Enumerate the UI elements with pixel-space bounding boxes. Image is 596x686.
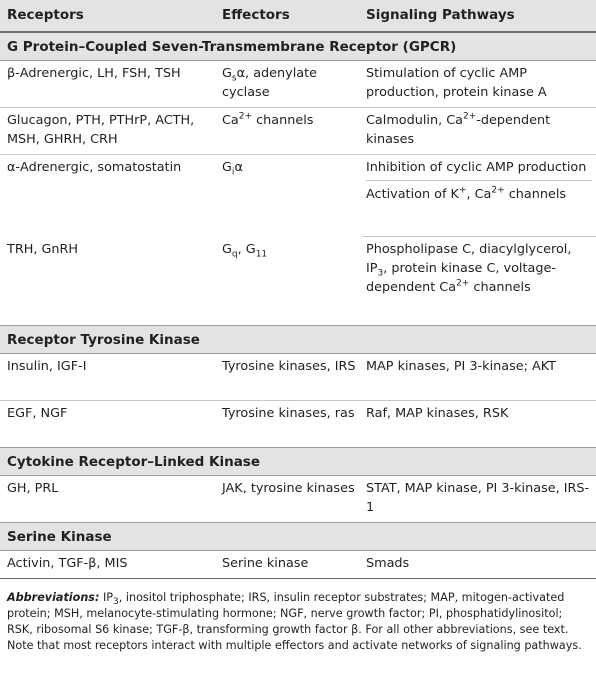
effectors-cell: Tyrosine kinases, IRS xyxy=(222,359,356,374)
abbreviations-label: Abbreviations: xyxy=(7,591,100,604)
receptors-cell: β-Adrenergic, LH, FSH, TSH xyxy=(7,66,181,81)
effectors-cell: $Ca^{2+}$ channels xyxy=(222,111,314,128)
table-row xyxy=(0,155,596,236)
receptors-cell: EGF, NGF xyxy=(7,406,68,421)
table-row xyxy=(0,401,596,447)
receptors-cell: Glucagon, PTH, PTHrP, ACTH, MSH, GHRH, CRH xyxy=(7,113,195,147)
section-cytokine-receptor-linked-kinase: Cytokine Receptor–Linked Kinase xyxy=(0,447,596,476)
table-row xyxy=(0,61,596,108)
header-signaling-pathways: Signaling Pathways xyxy=(366,7,515,23)
header-effectors: Effectors xyxy=(222,7,290,23)
pathways-cell: Smads xyxy=(366,556,410,571)
abbreviations-footnote: Abbreviations: $IP_3$, inositol triphosphate; IRS, insulin receptor substrates; MAP, mitogen-activated protein; MSH, melanocyte-stimulating hormone; NGF, nerve growth factor; PI, phosphatidylinositol; RSK, ribosomal S6 kinase; TGF-β, transforming growth factor β. For all other abbreviations, see text. Note that most receptors interact with multiple effectors and activate networks of signaling pathways. xyxy=(7,591,582,652)
pathways-cell: Phospholipase C, diacylglycerol, $IP_3$, protein kinase C, voltage-dependent $Ca^{2+}$ channels xyxy=(366,242,572,295)
pathways-cell: Inhibition of cyclic AMP production Activation of K+, $Ca^{2+}$ channels xyxy=(366,158,592,204)
table-row xyxy=(0,354,596,401)
table-row xyxy=(0,551,596,579)
effectors-cell: $G_i\alpha$ xyxy=(222,160,243,178)
pathways-cell: STAT, MAP kinase, PI 3-kinase, IRS-1 xyxy=(366,481,590,515)
effectors-cell: Tyrosine kinases, ras xyxy=(222,406,355,421)
effectors-cell: $G_s\alpha$, adenylate cyclase xyxy=(222,66,318,100)
effectors-cell: Serine kinase xyxy=(222,556,309,571)
table-row xyxy=(0,108,596,155)
effectors-cell: JAK, tyrosine kinases xyxy=(222,481,355,496)
section-serine-kinase: Serine Kinase xyxy=(0,522,596,551)
receptors-cell: TRH, GnRH xyxy=(7,242,79,257)
pathways-cell: Calmodulin, $Ca^{2+}$-dependent kinases xyxy=(366,111,551,147)
pathways-cell: Stimulation of cyclic AMP production, protein kinase A xyxy=(366,66,547,100)
section-receptor-tyrosine-kinase: Receptor Tyrosine Kinase xyxy=(0,325,596,354)
receptors-cell: Activin, TGF-β, MIS xyxy=(7,556,128,571)
table-header xyxy=(0,0,596,33)
effectors-cell: $G_q$, $G_{11}$ xyxy=(222,242,268,260)
section-gpcr: G Protein–Coupled Seven-Transmembrane Receptor (GPCR) xyxy=(0,33,596,61)
pathways-cell: Raf, MAP kinases, RSK xyxy=(366,406,509,421)
pathways-cell: MAP kinases, PI 3-kinase; AKT xyxy=(366,359,556,374)
header-receptors: Receptors xyxy=(7,7,84,23)
receptors-cell: GH, PRL xyxy=(7,481,59,496)
receptors-cell: α-Adrenergic, somatostatin xyxy=(7,160,182,175)
table-row xyxy=(0,476,596,522)
table-row xyxy=(0,237,596,325)
receptors-cell: Insulin, IGF-I xyxy=(7,359,87,374)
